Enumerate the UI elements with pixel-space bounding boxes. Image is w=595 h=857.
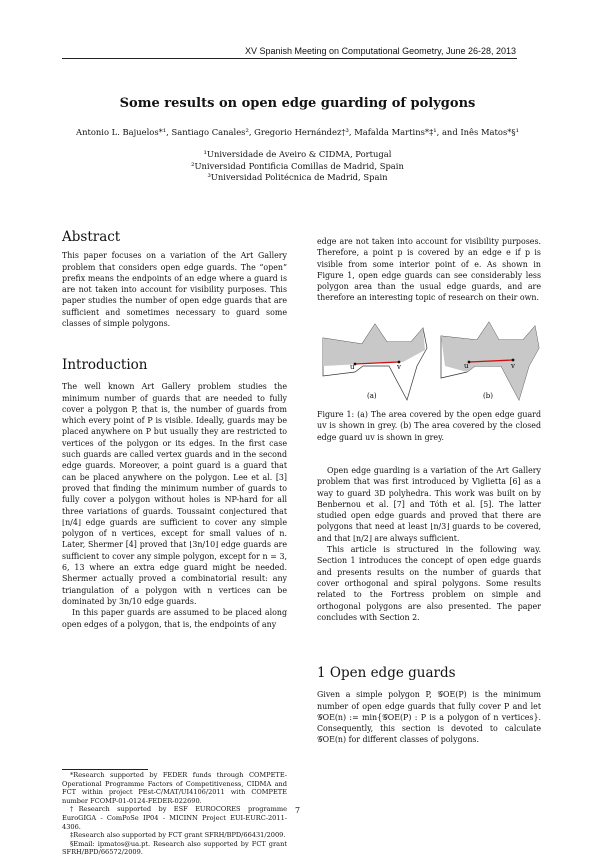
- footnote-2: †Research supported by ESF EUROCORES programme EuroGIGA - ComPoSe IP04 - MICINN Project EUI-EURC-2011-4306.: [62, 805, 287, 831]
- footnote-rule: [62, 769, 148, 770]
- author-list: Antonio L. Bajuelos*¹, Santiago Canales², Gregorio Hernández†³, Mafalda Martins*‡¹, and Inês Matos*§¹: [76, 127, 519, 137]
- introduction-heading: Introduction: [62, 357, 148, 373]
- right-paragraph-2: This article is structured in the following way. Section 1 introduces the concept of open edge guards and presents results on the number of guards that cover orthogonal and spiral polygons. Some results related to the Fortress problem on simple and orthogonal polygons are also presented. The paper concludes with Section 2.: [317, 545, 541, 622]
- figure-1: [317, 318, 541, 404]
- introduction-paragraph-1: The well known Art Gallery problem studies the minimum number of guards that are needed to fully cover a polygon P, that is, the number of guards from which every point of P is visible. Ideally, guards may be placed anywhere on P but usually they are restricted to vertices of the polygon or its edges. In the first case such guards are called vertex guards and in the second edge guards. Moreover, a point guard is a guard that can be placed anywhere on the polygon. Lee et al. [3] proved that finding the minimum number of guards to fully cover a polygon without holes is NP-hard for all three variations of guards. Toussaint conjectured that ⌊n/4⌋ edge guards are sufficient to cover any simple polygon of n vertices, except for small values of n. Later, Shermer [4] proved that ⌊3n/10⌋ edge guards are sufficient to cover any simple polygon, except for n = 3, 6, 13 where an extra edge guard might be needed. Shermer actually proved a combinatorial result: any triangulation of a polygon with n vertices can be dominated by 3n/10 edge guards.: [62, 382, 287, 606]
- abstract-text: This paper focuses on a variation of the Art Gallery problem that considers open edge guards. The “open” prefix means the endpoints of an edge where a guard is are not taken into account for visibility purposes. This paper studies the number of open edge guards that are sufficient and sometimes necessary to guard some classes of simple polygons.: [62, 251, 287, 329]
- affiliation-1: ¹Universidade de Aveiro & CIDMA, Portugal: [203, 149, 392, 159]
- right-paragraph-1: Open edge guarding is a variation of the Art Gallery problem that was first introduced by Viglietta [6] as a way to guard 3D polyhedra. This work was built on by Benbernou et al. [7] and Tóth et al. [5]. The latter studied open edge guards and proved that there are polygons that need at least ⌊n/3⌋ guards to be covered, and that ⌊n/2⌋ are always sufficient.: [317, 466, 541, 543]
- section-1: [317, 665, 541, 746]
- figure-1-caption: Figure 1: (a) The area covered by the open edge guard uv is shown in grey. (b) The area covered by the closed edge guard uv is shown in grey.: [317, 410, 541, 442]
- label-a: (a): [367, 392, 377, 400]
- figure-1b: [441, 322, 539, 400]
- running-header: XV Spanish Meeting on Computational Geometry, June 26-28, 2013: [245, 46, 516, 56]
- label-v-a: v: [397, 363, 401, 371]
- paper-title: Some results on open edge guarding of polygons: [119, 96, 476, 111]
- figure-1a: [323, 324, 427, 400]
- section-1-heading: 1 Open edge guards: [317, 665, 456, 681]
- label-u-a: u: [350, 363, 355, 371]
- affiliation-2: ²Universidad Pontificia Comillas de Madrid, Spain: [191, 160, 404, 171]
- page-number: 7: [294, 806, 301, 815]
- abstract-section: [62, 229, 287, 329]
- footnote-4: §Email: ipmatos@ua.pt. Research also supported by FCT grant SFRH/BPD/66572/2009.: [62, 839, 287, 857]
- vertex-v-b: [512, 359, 515, 362]
- abstract-heading: Abstract: [62, 229, 121, 245]
- affiliations: [0, 149, 595, 184]
- header-rule: [62, 58, 517, 59]
- footnote-3: ‡Research also supported by FCT grant SFRH/BPD/66431/2009.: [70, 831, 286, 840]
- introduction-paragraph-2: In this paper guards are assumed to be placed along open edges of a polygon, that is, the endpoints of any: [62, 608, 287, 629]
- affiliation-3: ³Universidad Politécnica de Madrid, Spain: [207, 172, 388, 183]
- label-b: (b): [483, 392, 493, 400]
- footnote-1: *Research supported by FEDER funds through COMPETE-Operational Programme Factors of Competitiveness, CIDMA and FCT within project PEst-C/MAT/UI4106/2011 with COMPETE number FCOMP-01-0124-FEDER-022690.: [62, 771, 287, 805]
- label-v-b: v: [511, 362, 515, 370]
- right-column-intro: edge are not taken into account for visibility purposes. Therefore, a point p is covered by an edge e if p is visible from some interior point of e. As shown in Figure 1, open edge guards can see considerably less polygon area than the usual edge guards, and are therefore an interesting topic of research on their own.: [317, 237, 541, 303]
- right-column-body: [317, 465, 541, 623]
- section-1-text: Given a simple polygon P, 𝒢OE(P) is the minimum number of open edge guards that fully cover P and let 𝒢OE(n) := min{𝒢OE(P) : P is a polygon of n vertices}. Consequently, this section is devoted to calculate 𝒢OE(n) for different classes of polygons.: [317, 690, 541, 745]
- introduction-section: [62, 357, 287, 630]
- label-u-b: u: [464, 362, 469, 370]
